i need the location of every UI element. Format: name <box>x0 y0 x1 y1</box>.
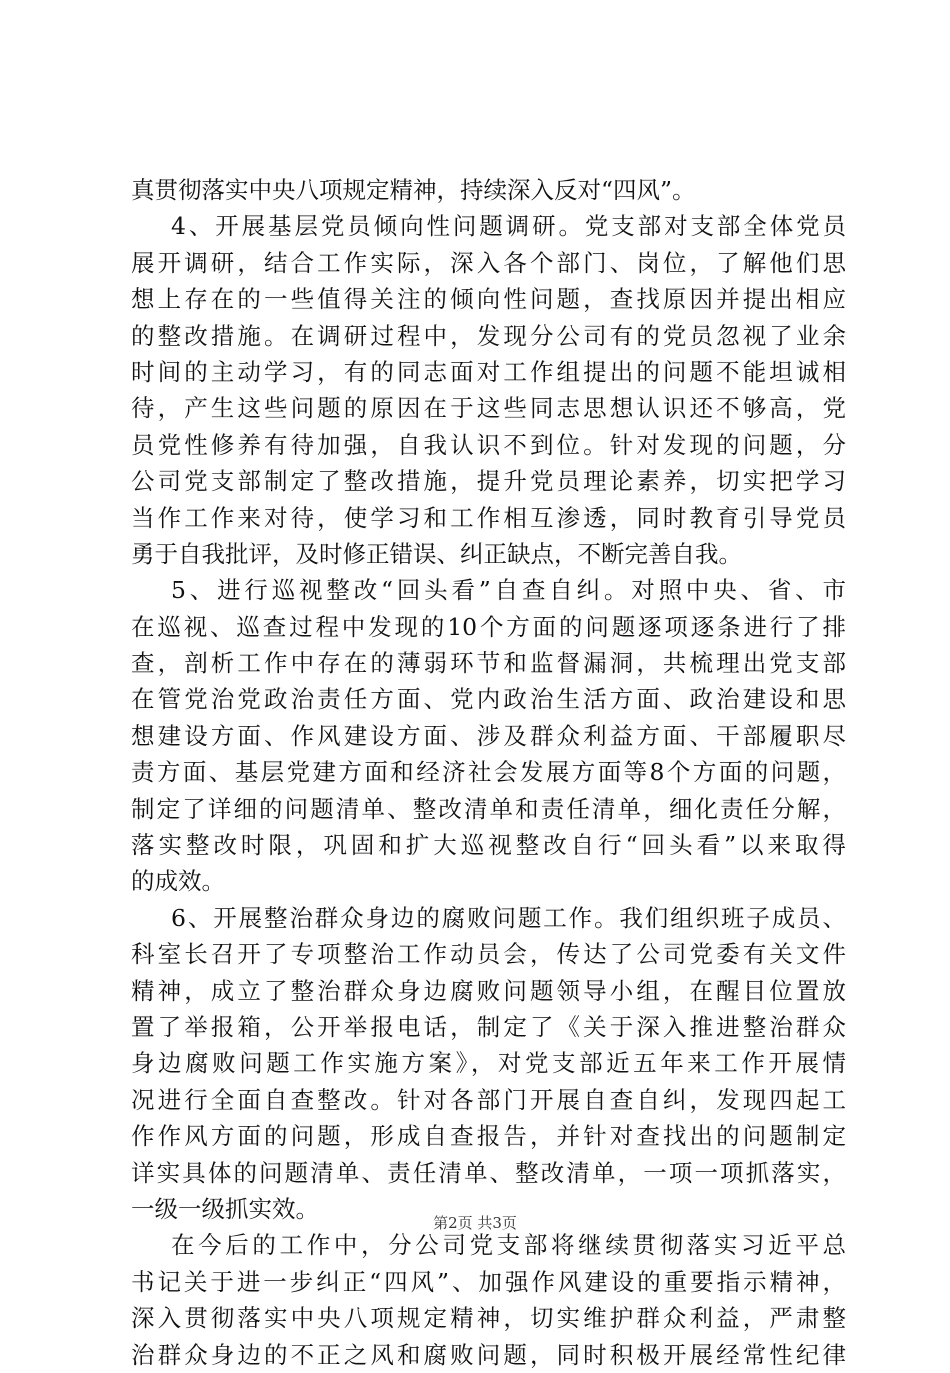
text-line: 公司党支部制定了整改措施，提升党员理论素养，切实把学习 <box>131 467 846 496</box>
text-line: 5、进行巡视整改“回头看”自查自纠。对照中央、省、市 <box>171 576 846 605</box>
text-line: 深入贯彻落实中央八项规定精神，切实维护群众利益，严肃整 <box>131 1304 846 1333</box>
text-line: 在今后的工作中，分公司党支部将继续贯彻落实习近平总 <box>171 1231 846 1260</box>
text-line: 身边腐败问题工作实施方案》，对党支部近五年来工作开展情 <box>131 1049 846 1078</box>
text-line: 治群众身边的不正之风和腐败问题，同时积极开展经常性纪律 <box>131 1340 846 1369</box>
text-line: 置了举报箱，公开举报电话，制定了《关于深入推进整治群众 <box>131 1012 846 1041</box>
text-line: 科室长召开了专项整治工作动员会，传达了公司党委有关文件 <box>131 940 846 969</box>
text-line: 制定了详细的问题清单、整改清单和责任清单，细化责任分解， <box>131 794 846 823</box>
text-line: 4、开展基层党员倾向性问题调研。党支部对支部全体党员 <box>171 212 846 241</box>
text-line: 员党性修养有待加强，自我认识不到位。针对发现的问题，分 <box>131 430 846 459</box>
text-line: 展开调研，结合工作实际，深入各个部门、岗位，了解他们思 <box>131 248 846 277</box>
text-line: 的成效。 <box>131 867 225 896</box>
text-line: 查，剖析工作中存在的薄弱环节和监督漏洞，共梳理出党支部 <box>131 649 846 678</box>
text-line: 勇于自我批评，及时修正错误、纠正缺点，不断完善自我。 <box>131 539 742 568</box>
text-line: 书记关于进一步纠正“四风”、加强作风建设的重要指示精神， <box>131 1267 846 1296</box>
text-line: 精神，成立了整治群众身边腐败问题领导小组，在醒目位置放 <box>131 976 846 1005</box>
text-line: 时间的主动学习，有的同志面对工作组提出的问题不能坦诚相 <box>131 357 846 386</box>
text-line: 作作风方面的问题，形成自查报告，并针对查找出的问题制定 <box>131 1122 846 1151</box>
text-line: 想建设方面、作风建设方面、涉及群众利益方面、干部履职尽 <box>131 721 846 750</box>
text-line: 想上存在的一些值得关注的倾向性问题，查找原因并提出相应 <box>131 285 846 314</box>
text-line: 真贯彻落实中央八项规定精神，持续深入反对“四风”。 <box>131 176 696 204</box>
text-line: 一级一级抓实效。 <box>131 1194 319 1223</box>
text-line: 的整改措施。在调研过程中，发现分公司有的党员忽视了业余 <box>131 321 846 350</box>
text-line: 况进行全面自查整改。针对各部门开展自查自纠，发现四起工 <box>131 1085 846 1114</box>
text-line: 详实具体的问题清单、责任清单、整改清单，一项一项抓落实， <box>131 1158 846 1187</box>
document-body <box>131 172 846 1373</box>
text-line: 责方面、基层党建方面和经济社会发展方面等8个方面的问题， <box>131 758 846 787</box>
text-line: 当作工作来对待，使学习和工作相互渗透，同时教育引导党员 <box>131 503 846 532</box>
text-line: 待，产生这些问题的原因在于这些同志思想认识还不够高，党 <box>131 394 846 423</box>
page-number-footer: 第2页 共3页 <box>433 1214 517 1232</box>
text-line: 6、开展整治群众身边的腐败问题工作。我们组织班子成员、 <box>171 903 846 932</box>
text-line: 在巡视、巡查过程中发现的10个方面的问题逐项逐条进行了排 <box>131 612 846 641</box>
text-line: 落实整改时限，巩固和扩大巡视整改自行“回头看”以来取得 <box>131 831 846 860</box>
text-line: 在管党治党政治责任方面、党内政治生活方面、政治建设和思 <box>131 685 846 714</box>
